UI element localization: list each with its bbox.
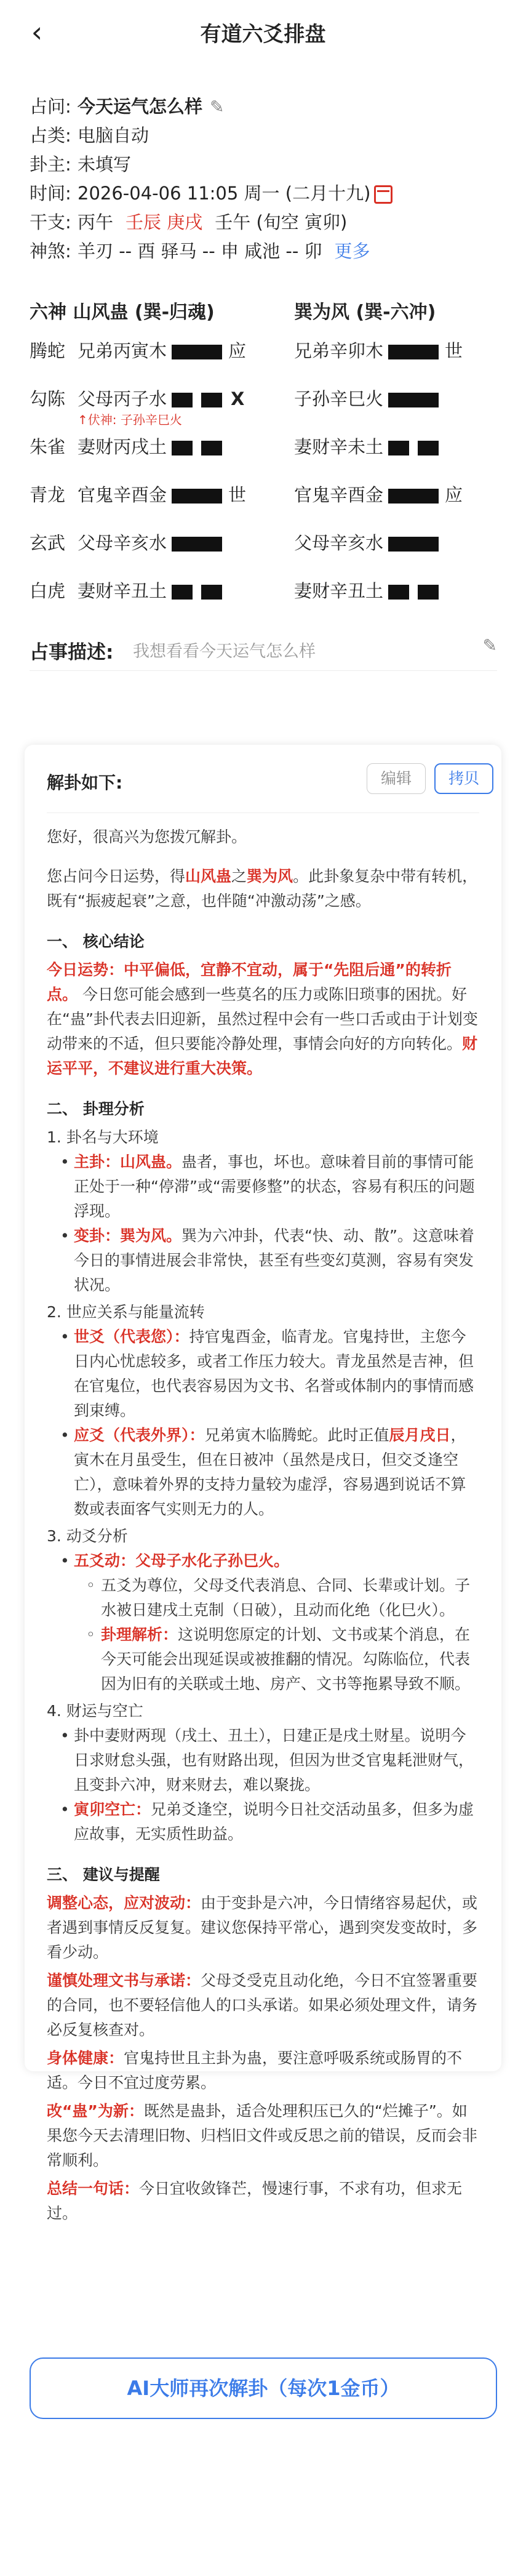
advice-item: 身体健康：官鬼持世且主卦为蛊，要注意呼吸系统或肠胃的不适。今日不宜过度劳累。: [47, 2049, 463, 2092]
category-value: 电脑自动: [78, 125, 149, 146]
hexagram-header: [30, 295, 509, 330]
list-item: • 主卦：山风蛊。蛊者，事也，坏也。意味着目前的事情可能正处于一种“停滞”或“需要修整”的状态，容易有积压的问题浮现。: [47, 1150, 481, 1224]
list-item: ◦ 五爻为尊位，父母爻代表消息、合同、长辈或计划。子水被日建戌土克制（日破），且动而化绝（化巳火）。: [47, 1573, 481, 1623]
time-row: [30, 179, 509, 208]
moving-yao-mark: X: [231, 388, 245, 409]
yin-line: [388, 441, 439, 455]
pencil-icon[interactable]: ✎: [210, 97, 225, 117]
master-value: 未填写: [78, 154, 132, 175]
master-row: [30, 150, 509, 179]
yin-line: [172, 585, 222, 600]
subsection-title: 2. 世应关系与能量流转: [47, 1303, 205, 1321]
interpretation-body: [47, 825, 481, 2229]
ganzhi-row: [30, 208, 509, 237]
main-hexagram-title: 六神 山风蛊 (巽-归魂): [30, 302, 215, 323]
intro: 您占问今日运势，得山风蛊之巽为风。此卦象复杂中带有转机，既有“振疲起衰”之意，也伴随“冲激动荡”之感。: [47, 867, 478, 910]
yao-row: [30, 570, 509, 618]
yang-line: [388, 489, 439, 504]
time-value: 2026-04-06 11:05 周一 (二月十九): [78, 183, 371, 204]
advice-item: 谨慎处理文书与承诺：父母爻受克且动化绝，今日不宜签署重要的合同，也不要轻信他人的口头承诺。如果必须处理文件，请务必反复核查对。: [47, 1972, 478, 2039]
yao-label: 父母辛亥水: [78, 532, 167, 553]
six-god: 青龙: [30, 484, 66, 505]
reinterpret-button[interactable]: AI大师再次解卦（每次1金币）: [30, 2357, 497, 2419]
description-field[interactable]: [30, 628, 497, 671]
list-item: • 应爻（代表外界）：兄弟寅木临腾蛇。此时正值辰月戌日，寅木在月虽受生，但在日被冲（虽然是戌日，但交爻逢空亡），意味着外界的支持力量较为虚浮，容易遇到说话不算数或表面客气实则无力的人。: [47, 1423, 481, 1522]
question-row: [30, 92, 509, 121]
subsection-title: 4. 财运与空亡: [47, 1702, 143, 1720]
six-god: 腾蛇: [30, 340, 66, 361]
shensha-key: 神煞:: [30, 241, 71, 262]
description-label: 占事描述:: [30, 641, 114, 664]
yin-line: [388, 585, 439, 600]
conclusion: 今日运势：中平偏低，宜静不宜动，属于“先阻后通”的转折点。 今日您可能会感到一些莫名的压力或陈旧琐事的困扰。好在“蛊”卦代表去旧迎新，虽然过程中会有一些口舌或由于计划变动带来的不适，但只要能冷静处理，事情会向好的方向转化。财运平平，不建议进行重大决策。: [47, 961, 478, 1077]
list-item: • 寅卯空亡：兄弟爻逢空，说明今日社交活动虽多，但多为虚应故事，无实质性助益。: [47, 1797, 481, 1847]
pencil-icon[interactable]: ✎: [482, 635, 497, 656]
yao-row: [30, 330, 509, 378]
page-title: 有道六爻排盘: [200, 22, 326, 47]
category-key: 占类:: [30, 125, 71, 146]
subsection-title: 1. 卦名与大环境: [47, 1128, 159, 1146]
yao-label: 官鬼辛酉金: [78, 484, 167, 505]
ganzhi-year: 丙午: [78, 212, 114, 233]
section-title: 二、 卦理分析: [47, 1100, 145, 1118]
ganzhi-hour: 壬午 (旬空 寅卯): [215, 212, 348, 233]
app-header: [0, 0, 526, 69]
yao-row: [30, 378, 509, 426]
copy-button[interactable]: 拷贝: [434, 763, 493, 794]
yao-label: 兄弟丙寅木: [78, 340, 167, 361]
yao-label: 妻财丙戌土: [78, 436, 167, 457]
info-section: [30, 92, 509, 266]
list-item: • 五爻动：父母子水化子孙巳火。: [47, 1549, 481, 1573]
yin-line: [172, 441, 222, 455]
hexagram-table: [30, 295, 509, 618]
yang-line: [388, 393, 439, 407]
yao-label: 妻财辛丑土: [294, 580, 384, 601]
subsection-title: 3. 动爻分析: [47, 1527, 128, 1545]
advice-item: 改“蛊”为新：既然是蛊卦，适合处理积压已久的“烂摊子”。如果您今天去清理旧物、归档旧文件或反思之前的错误，反而会非常顺利。: [47, 2102, 478, 2169]
yao-row: [30, 426, 509, 474]
question-value: 今天运气怎么样: [78, 96, 203, 117]
section-title: 一、 核心结论: [47, 933, 145, 950]
six-god: 玄武: [30, 532, 66, 553]
yao-label: 子孙辛巳火: [294, 388, 384, 409]
yang-line: [388, 537, 439, 552]
changed-hexagram-title: 巽为风 (巽-六冲): [294, 302, 436, 323]
fushen-label: ↑伏神: 子孙辛巳火: [78, 412, 182, 427]
yao-label: 兄弟辛卯木: [294, 340, 384, 361]
yang-line: [172, 345, 222, 359]
category-row: [30, 121, 509, 150]
yao-label: 妻财辛丑土: [78, 580, 167, 601]
yao-mark: 世: [445, 340, 463, 361]
master-key: 卦主:: [30, 154, 71, 175]
greeting: 您好，很高兴为您拨冗解卦。: [47, 828, 247, 846]
yao-label: 官鬼辛酉金: [294, 484, 384, 505]
six-god: 勾陈: [30, 388, 66, 409]
list-item: ◦ 卦理解析：这说明您原定的计划、文书或某个消息，在今天可能会出现延误或被推翻的情况。勾陈临位，代表因为旧有的关联或土地、房产、文书等拖累导致不顺。: [47, 1623, 481, 1696]
question-key: 占问:: [30, 96, 71, 117]
description-placeholder[interactable]: 我想看看今天运气怎么样: [133, 642, 316, 661]
ganzhi-month-day: 壬辰 庚戌: [126, 212, 203, 233]
list-item: • 卦中妻财两现（戌土、丑土），日建正是戌土财星。说明今日求财怠头强，也有财路出现，但因为世爻官鬼耗泄财气，且变卦六冲，财来财去，难以聚拢。: [47, 1723, 481, 1797]
more-link[interactable]: 更多: [334, 241, 370, 262]
six-god: 朱雀: [30, 436, 66, 457]
yao-row: [30, 522, 509, 570]
shensha-row: [30, 237, 509, 266]
yang-line: [172, 489, 222, 504]
yao-mark: 应: [228, 340, 247, 361]
yao-label: 父母丙子水: [78, 388, 167, 409]
list-item: • 世爻（代表您）：持官鬼酉金，临青龙。官鬼持世，主您今日内心忧虑较多，或者工作压力较大。青龙虽然是吉神，但在官鬼位，也代表容易因为文书、名誉或体制内的事情而感到束缚。: [47, 1325, 481, 1423]
yao-mark: 应: [445, 484, 463, 505]
time-key: 时间:: [30, 183, 71, 204]
yao-label: 妻财辛未土: [294, 436, 384, 457]
yao-label: 父母辛亥水: [294, 532, 384, 553]
edit-button[interactable]: 编辑: [367, 763, 426, 794]
card-title: 解卦如下:: [47, 772, 123, 793]
six-god: 白虎: [30, 580, 66, 601]
ganzhi-key: 干支:: [30, 212, 71, 233]
yang-line: [388, 345, 439, 359]
interpretation-card: [25, 745, 501, 2222]
advice-item: 调整心态，应对波动：由于变卦是六冲，今日情绪容易起伏，或者遇到事情反反复复。建议您保持平常心，遇到突发变故时，多看少动。: [47, 1894, 478, 1961]
yao-mark: 世: [228, 484, 247, 505]
advice-item: 总结一句话：今日宜收敛锋芒，慢速行事，不求有功，但求无过。: [47, 2180, 463, 2222]
section-title: 三、 建议与提醒: [47, 1866, 160, 1884]
list-item: • 变卦：巽为风。巽为六冲卦，代表“快、动、散”。这意味着今日的事情进展会非常快，甚至有些变幻莫测，容易有突发状况。: [47, 1224, 481, 1298]
yao-row: [30, 474, 509, 522]
calendar-icon[interactable]: [374, 185, 393, 204]
shensha-value: 羊刃 -- 酉 驿马 -- 申 咸池 -- 卯: [78, 241, 322, 262]
yin-line: [172, 393, 222, 407]
back-chevron-icon[interactable]: ‹: [31, 15, 43, 49]
yang-line: [172, 537, 222, 552]
